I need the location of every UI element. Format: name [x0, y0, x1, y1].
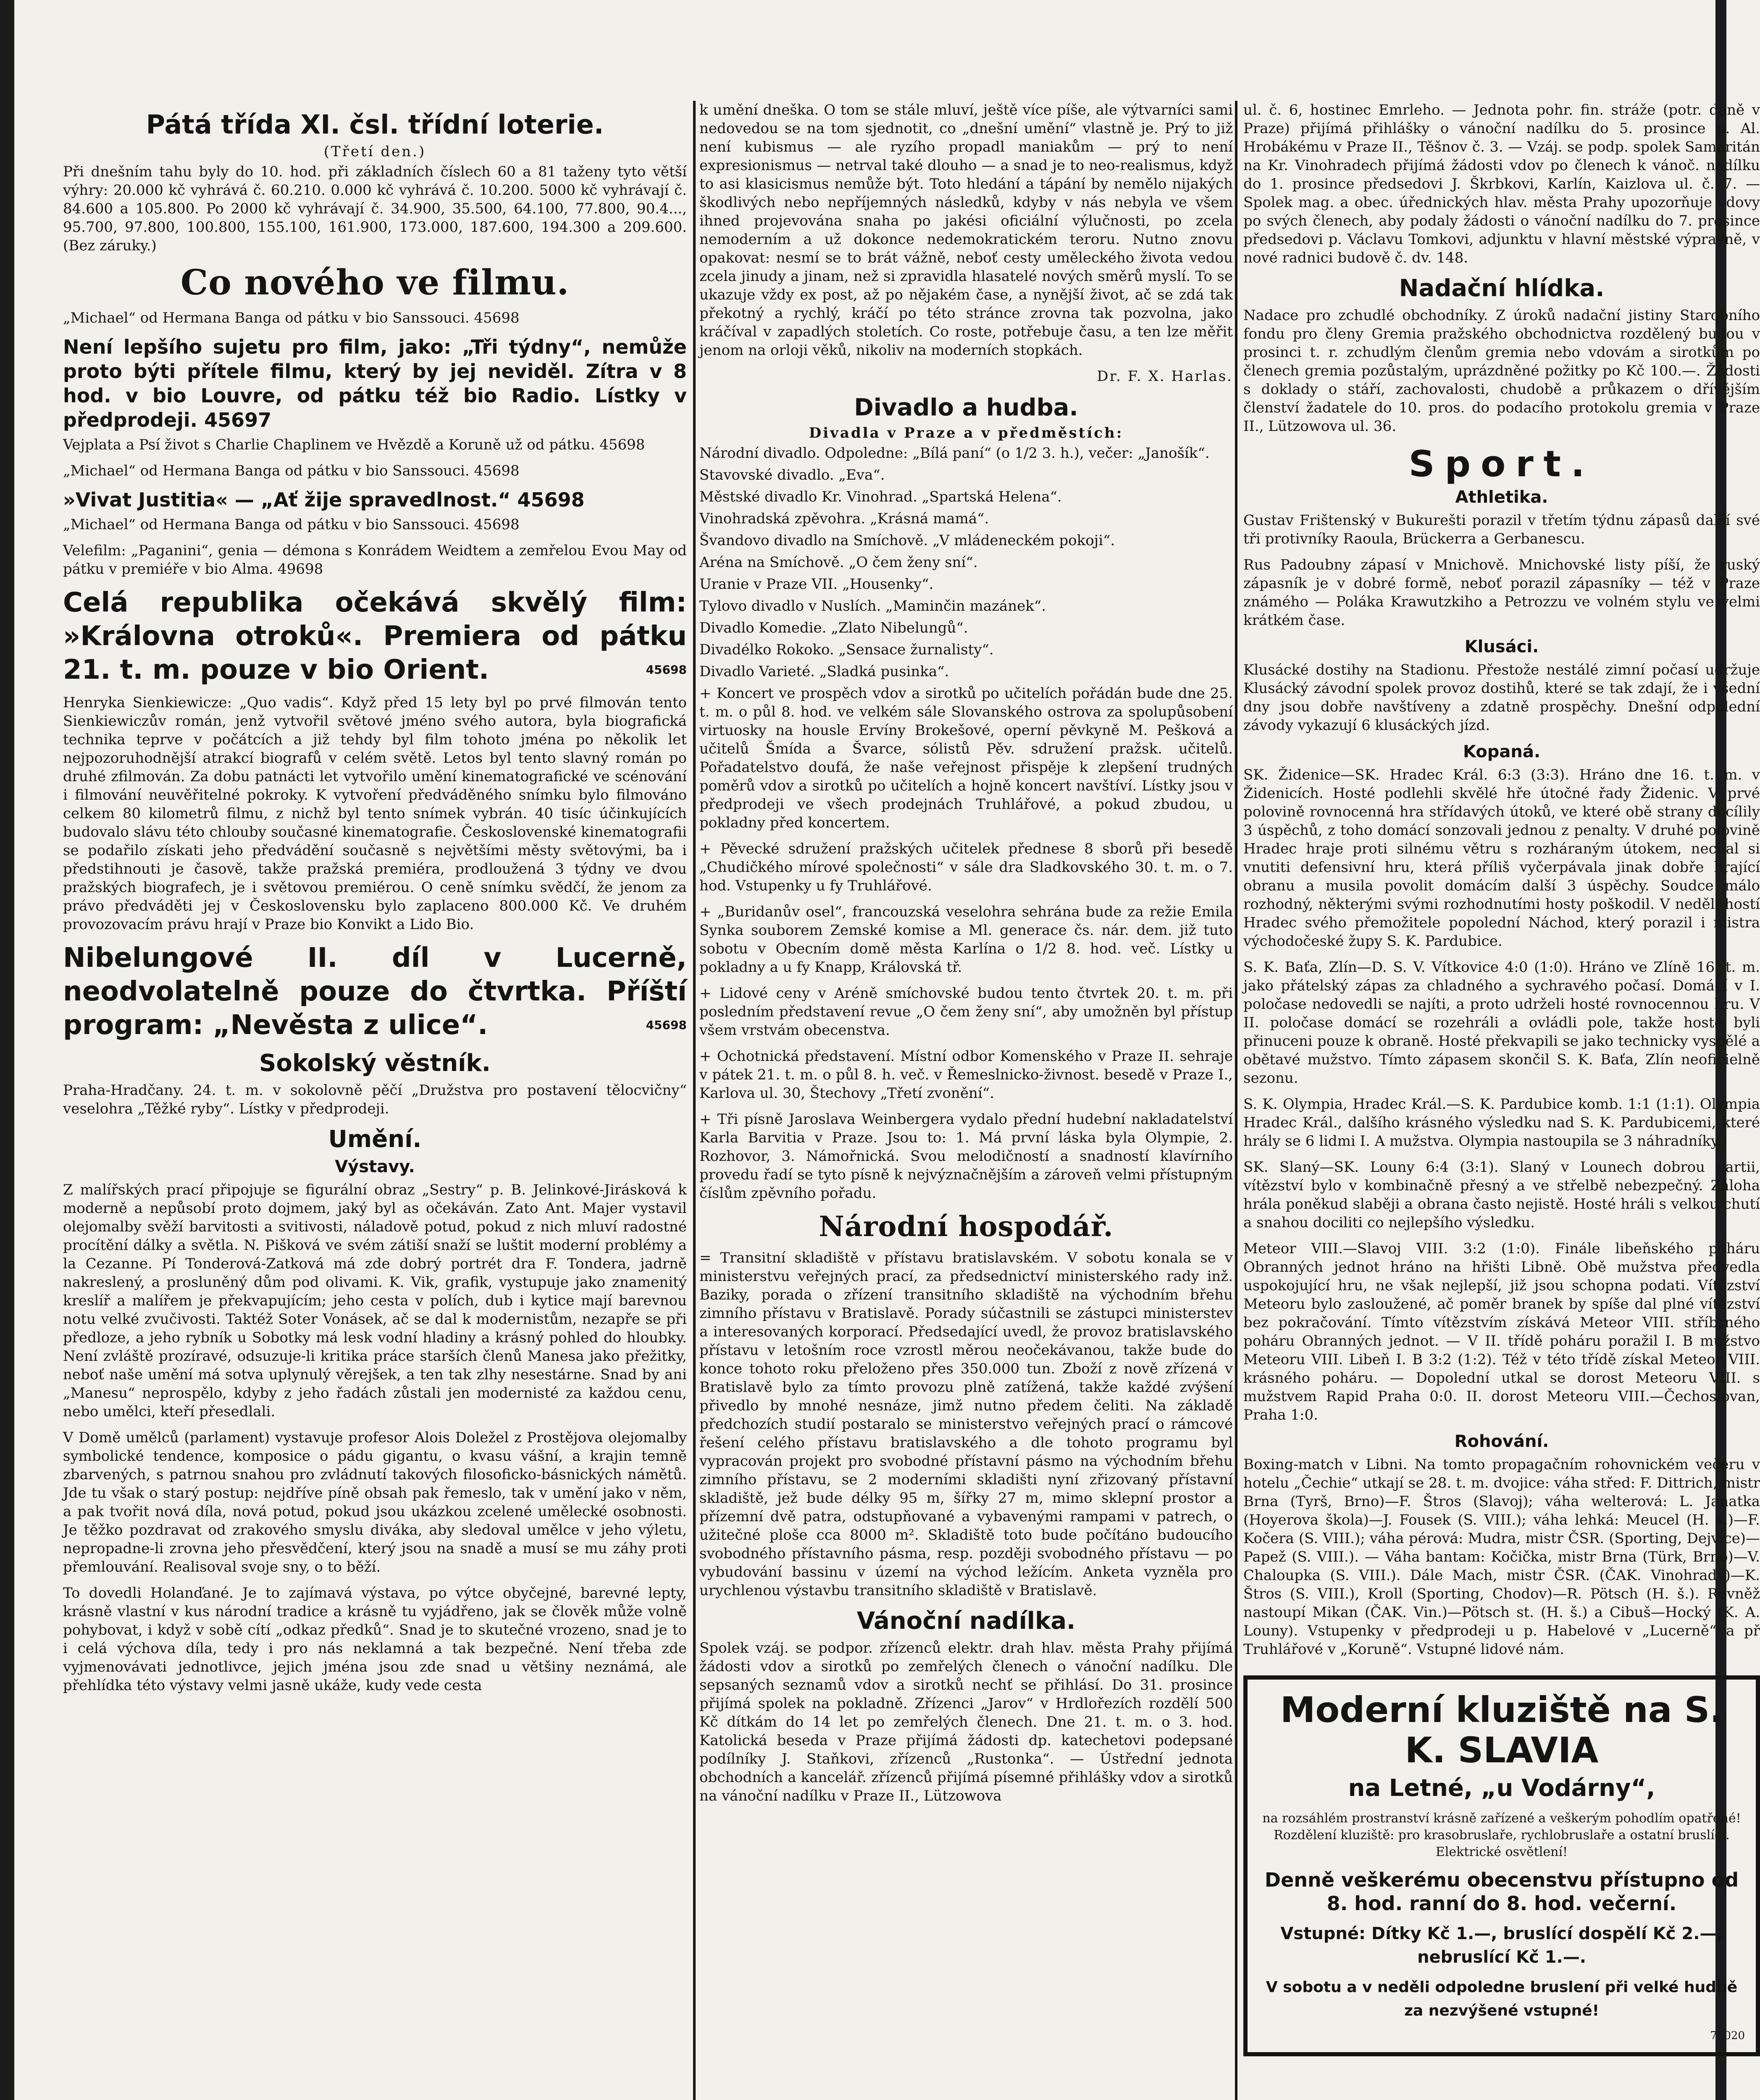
list-item: Švandovo divadlo na Smíchově. „V mládeneckém pokoji“.	[699, 532, 1115, 549]
vystavy-subheading: Výstavy.	[335, 1157, 415, 1176]
ad-description: na rozsáhlém prostranství krásně zařízené a veškerým pohodlím opatřené! Rozdělení kluziště: pro krasobruslaře, rychlobruslaře a ostatní bruslící. Elektrické osvětlení!	[1262, 1811, 1741, 1859]
vanocni-article: Spolek vzáj. se podpor. zřízenců elektr. drah hlav. města Prahy přijímá žádosti vdov a sirotků po zemřelých členech o vánoční nadílku. Dle sepsaných seznamů vdov a sirotků nechť se přihlásí. Do 31. prosince přijímá spolek na pokladně. Zřízenci „Jarov“ v Hrdlořezích rozdělí 500 Kč dítkám do 14 let po zemřelých členech. Dne 21. t. m. o 3. hod. Katolická beseda v Praze přijímá žádosti dp. katechetovi podepsané podílníky J. Staňkovi, zřízenců „Rustonka“. — Ústřední jednota obchodních a kancelář. zřízenců přijímá písemné přihlášky vdov a sirotků na vánoční nadílku v Praze II., Lützowova	[699, 1640, 1233, 1804]
ad-code: 45698	[646, 1018, 687, 1032]
column-1	[63, 101, 687, 2100]
atletika-paragraph-1: Gustav Frištenský v Bukurešti porazil v třetím týdnu zápasů další své tři protivníky Raoula, Brückerra a Gerbanescu.	[1243, 512, 1760, 547]
ad-prices: Vstupné: Dítky Kč 1.—, bruslící dospělí Kč 2.—, nebruslící Kč 1.—.	[1280, 1924, 1723, 1967]
list-item: Divadlo Komedie. „Zlato Nibelungů“.	[699, 620, 968, 636]
film-notice-7: Velefilm: „Paganini“, genia — démona s Konrádem Weidtem a zemřelou Evou May od pátku v premiéře v bio Alma. 49698	[63, 542, 687, 578]
list-item: Vinohradská zpěvohra. „Krásná mamá“.	[699, 510, 989, 527]
list-item: Stavovské divadlo. „Eva“.	[699, 467, 885, 483]
column-2	[699, 101, 1233, 2100]
sokol-text: Praha-Hradčany. 24. t. m. v sokolovně pěčí „Družstva pro postavení tělocvičny“ veselohra „Těžké ryby“. Lístky v předprodeji.	[63, 1082, 687, 1117]
umeni-paragraph-1: Z malířských prací připojuje se figurální obraz „Sestry“ p. B. Jelinkové-Jirásková k moderně a nepůsobí proto dojmem, jaký byl as očekáván. Zato Ant. Majer vystavil olejomalby svěží barvitosti a svitivosti, náladově potud, pokud z nich mluví radostné procítění dálky a světla. N. Pišková ve svém zátiší snaží se luštit moderní problémy a la Cezanne. Pí Tonderová-Zatková má zde dobrý portrét dra F. Tondera, jadrně nakreslený, a prosluněný dům pod olivami. K. Vik, grafik, vystupuje jako znamenitý kreslíř a malířem je překvapujícím; jeho cesta v polích, dub i kytice mají barevnou notu velké zvučivosti. Taktéž Soter Vonásek, ač se dal k modernistům, nezapře se při předloze, a jeho rybník u Sobotky má lesk vodní hladiny a krásný pohled do hloubky. Není zvláště prozíravé, odsuzuje-li kritika práce starších členů Manesa jako přežitky, neboť naše umění má sotva uplynulý věrejšek, a ten tak zlhy nesestárne. Snad by ani „Manesu“ neprospělo, kdyby z jeho řadách zůstali jen modernisté za každou cenu, nebo umělci, kteří přesedlali.	[63, 1181, 687, 1420]
kluziste-advertisement	[1243, 1675, 1760, 2056]
list-item: Národní divadlo. Odpoledne: „Bílá paní“ (o 1/2 3. h.), večer: „Janošík“.	[699, 445, 1210, 462]
film-ad-kralovna: Celá republika očekává skvělý film: »Královna otroků«. Premiera od pátku 21. t. m. pouze v bio Orient. 45698	[63, 586, 687, 687]
kopana-report-2: S. K. Baťa, Zlín—D. S. V. Vítkovice 4:0 (1:0). Hráno ve Zlíně 16. t. m. jako přátelský zápas za chladného a sychravého počasí. Domácí v I. poločase nedovedli se najíti, a proto udrželi hosté rovnocennou hru. V II. poločase domácí se rozehráli a ovládli pole, takže hosté byli přinuceni pouze k obraně. Hosté překvapili se jako technicky vyspělé a obětavé mužstvo. Tímto zápasem skončil S. K. Baťa, Zlín neoficielně sezonu.	[1243, 959, 1760, 1087]
hospodar-heading: Národní hospodář.	[819, 1210, 1114, 1243]
rohovani-heading: Rohování.	[1454, 1432, 1549, 1451]
umeni-continuation: k umění dneška. O tom se stále mluví, ještě více píše, ale výtvarníci sami nedovedou se na tom sjednotit, co „dnešní umění“ vlastně je. Prý to již není kubismus — ale ryzího propadl maniakům — prý to není expresionismus — netrval také dlouho — a snad je to neo-realismus, když to asi klasicismus nemůže být. Toto hledání a tápání by nemělo nijakých škodlivých nebo nepříjemných následků, kdyby v nás nebyla ve všem ihned projevována snaha po jakési oficiální výlučnosti, po zcela nemoderním a už dokonce nedemokratickém teroru. Nutno znovu opakovat: nesmí se to brát vážně, neboť cesty uměleckého života vedou zcela jinudy a jinam, než si zpravidla hlasatelé nových směrů myslí. To se ukazuje vždy ex post, až po nějakém čase, a nynější život, ač se zdá tak překotný a rychlý, kráčí po této stránce zrovna tak pozvolna, jako kráčíval v zapadlých stoletích. Co roste, potřebuje času, a ten lze měřit jenom na orloji věků, nikoliv na moderních stopkách.	[699, 102, 1233, 359]
kopana-report-4: SK. Slaný—SK. Louny 6:4 (3:1). Slaný v Lounech dobrou partii, vítězství bylo v kombinačně přesný a ve střelbě nebezpečný. Záloha hrála poněkud slaběji a obrana často nejistě. Hosté hráli s velkou chutí a snahou dociliti co nejlepšího výsledku.	[1243, 1159, 1760, 1231]
film-heading: Co nového ve filmu.	[180, 262, 570, 303]
loterie-subheading: (Třetí den.)	[323, 143, 426, 160]
kopana-report-5: Meteor VIII.—Slavoj VIII. 3:2 (1:0). Finále libeňského poháru Obranných jednot hráno na hřišti Libně. Obě mužstva předvedla uspokojující hru, ne však nejlepší, již jsou schopna podati. Vítězství Meteoru bylo zasloužené, ač poměr branek by spíše dal plné vítězství bez pokračování. Tímto vítězstvím získává Meteor VIII. stříbrného poháru Obranných jednot. — V II. třídě poháru poražil I. B mužstvo Meteoru VIII. Libeň I. B 3:2 (1:2). Též v této třídě získal Meteor VIII. krásného poháru. — Dopolední utkal se dorost Meteoru VIII. s mužstvem Rapid Praha 0:0. II. dorost Meteoru VIII.—Čechoslovan, Praha 1:0.	[1243, 1240, 1760, 1423]
ad-opening-hours: Denně veškerému obecenstvu přístupno od 8. hod. ranní do 8. hod. večerní.	[1264, 1869, 1739, 1915]
pevecke-notice: + Pěvecké sdružení pražských učitelek přednese 8 sborů při besedě „Chudičkého mírové společnosti“ v sále dra Sladkovského 30. t. m. o 7. hod. Vstupenky u fy Truhlářové.	[699, 840, 1233, 894]
umeni-paragraph-3: To dovedli Holanďané. Je to zajímavá výstava, po výtce obyčejné, barevné lepty, krásně vlastní v kus národní tradice a krásně tu vyjádřeno, jak se člověk může volně pohybovat, i když v sobě cítí „odkaz předků“. Snad je to skutečné vrozeno, snad je to i celá výchova díla, tedy i pro nás neklamná a tak bezpečné. Není třeba zde vyjmenovávati jednotlivce, jejich jména jsou zde snad u většiny neznámá, ale přehlídka této výstavy velmi jasně ukáže, kudy vede cesta	[63, 1585, 687, 1694]
ad-code: 76020	[1710, 2029, 1745, 2042]
ad-subtitle: na Letné, „u Vodárny“,	[1348, 1774, 1655, 1802]
ad-title: Moderní kluziště na S. K. SLAVIA	[1280, 1689, 1723, 1771]
list-item: Tylovo divadlo v Nuslích. „Maminčin mazánek“.	[699, 598, 1046, 614]
divadlo-subheading: Divadla v Praze a v předměstích:	[809, 425, 1124, 441]
column-3	[1243, 101, 1760, 2100]
hospodar-article: = Transitní skladiště v přístavu bratislavském. V sobotu konala se v ministerstvu veřejných prací, za předsednictví ministerského rady inž. Baziky, porada o zřízení transitního skladiště na východním břehu zimního přístavu v Bratislavě. Porady súčastnili se zástupci ministerstev a interesovaných korporací. Předsedající uvedl, že provoz bratislavského přístavu v letošním roce vzrostl měrou neočekávanou, takže bude do konce tohoto roku přeloženo přes 350.000 tun. Zboží z nově zřízená v Bratislavě bylo za tímto provozu plně zatížená, takže každé zvýšení přivedlo by mnohé nesnáze, jimž nutno předem čeliti. Na základě předchozích studií postaralo se ministerstvo veřejných prací o rámcové řešení celého přístavu bratislavského a dle tohoto programu byl vypracován projekt pro svobodné přístavní pásmo na východním břehu zimního přístavu, se 2 moderními skladišti nyní zřizovaný přístavní skladiště, jež bude délky 95 m, šířky 27 m, mimo sklepní prostor a přízemní dvě patra, odstupňované a vybavenými rampami v patrech, o užitečné ploše cca 8000 m². Skladiště toto bude počítáno budoucího svobodného přístavního pásma, resp. později svobodného přístavu — po vybudování bassinu v území na východ ležícím. Anketa vyzněla pro urychlenou výstavbu transitního skladiště v Bratislavě.	[699, 1250, 1233, 1599]
quo-vadis-article: Henryka Sienkiewicze: „Quo vadis“. Když před 15 lety byl po prvé filmován tento Sienkiewiczův román, jenž vytvořil světové jméno svého autora, byla biografická technika teprve v počátcích a již tehdy byl film tohoto jména po několik let nejpozoruhodnější atrakcí biografů v celém světě. Letos byl tento slavný román po druhé zfilmován. Za dobu patnácti let vytvořilo umění kinematografické ve scénování i filmování neuvěřitelné pokroky. K vytvoření předváděného snímku bylo filmováno celkem 80 kilometrů filmu, z nichž byl tento snímek vybrán. 40 tisíc účinkujících budovalo slávu této chlouby současné kinematografie. Československé kinematografii se podařilo získati jeho předvádění současně s největšími městy světovými, ba i předstihnouti je časově, takže pražská premiéra, prodloužená 3 týdny ve dvou pražských biografech, je i světovou premiérou. O ceně snímku svědčí, že jenom za právo předváděti jej v Československu bylo zaplaceno 800.000 Kč. Ve druhém provozovacím právu hrají v Praze bio Konvikt a Lido Bio.	[63, 694, 687, 933]
buridan-notice: + „Buridanův osel“, francouzská veselohra sehrána bude za režie Emila Synka souborem Zemské komise a Ml. generace čs. nár. dem. již tuto sobotu v Obecním domě města Karlína o 1/2 8. hod. več. Lístky u pokladny a u fy Knapp, Královská tř.	[699, 903, 1233, 976]
list-item: Aréna na Smíchově. „O čem ženy sní“.	[699, 554, 978, 571]
divadlo-heading: Divadlo a hudba.	[854, 394, 1078, 421]
tri-pisne-notice: + Tři písně Jaroslava Weinbergera vydalo přední hudební nakladatelství Karla Barvitia v Praze. Jsou to: 1. Má první láska byla Olympie, 2. Rozhovor, 3. Námořnická. Svou melodičností a snadností klavírního provedu řadí se tyto písně k nejvýznačnějším a zároveň velmi přístupným číslům zpěvního pořadu.	[699, 1111, 1233, 1202]
article-signature: Dr. F. X. Harlas.	[1097, 368, 1233, 385]
umeni-paragraph-2: V Domě umělců (parlament) vystavuje profesor Alois Doležel z Prostějova olejomalby symbolické tendence, komposice o pádu gigantu, o kvasu vášní, a krajin temně zbarvených, s patrnou snahou pro zvládnutí takových filosoficko-básnických námětů. Jde tu však o starý postup: nejdříve píně obsah pak řemeslo, tak v umění jako v něm, a pak tvořit nová díla, nová potud, pokud jsou ukázkou zcelené umělecké osobnosti. Je těžko pozdravat od zrakového smyslu diváka, aby sledoval umělce v jeho výletu, nepropadne-li zrovna jeho přesvědčení, který jsou na snadě a musí se mu záhy proti přemlouvání. Realisoval svoje sny, o to běží.	[63, 1429, 687, 1575]
film-notice-4: „Michael“ od Hermana Banga od pátku v bio Sanssouci. 45698	[63, 462, 520, 479]
column-rule	[1235, 101, 1237, 2100]
loterie-text: Při dnešním tahu byly do 10. hod. při základních číslech 60 a 81 taženy tyto větší výhry: 20.000 kč vyhrává č. 60.210. 0.000 kč vyhrává č. 10.200. 5000 kč vyhrávají č. 84.600 a 105.800. Po 2000 kč vyhrávají č. 34.900, 35.500, 64.100, 77.800, 90.4..., 95.700, 97.800, 100.800, 155.100, 161.900, 173.000, 187.600, 194.300 a 209.600. (Bez záruky.)	[63, 163, 687, 254]
kopana-report-3: S. K. Olympia, Hradec Král.—S. K. Pardubice komb. 1:1 (1:1). Olympia Hradec Král., dalšího krásného výsledku nad S. K. Pardubicemi, které hrály se 6 lidmi I. A mužstva. Olympia nastoupila se 3 náhradníky.	[1243, 1096, 1760, 1150]
rohovani-article: Boxing-match v Libni. Na tomto propagačním rohovnickém večeru v hotelu „Čechie“ utkají se 28. t. m. dvojice: váha střed: F. Dittrich, mistr Brna (Tyrš, Brno)—F. Štros (Slavoj); váha welterová: L. Janatka (Hoyerova škola)—J. Fousek (S. VIII.); váha lehká: Meucel (H. š.)—F. Kočera (S. VIII.); váha pérová: Mudra, mistr ČSR. (Sporting, Dejvice)—Papež (S. VIII.). — Váha bantam: Kočička, mistr Brna (Türk, Brno)—V. Chaloupka (S. VIII.). Dále Mach, mistr ČSR. (ČAK. Vinohrady)—K. Štros (S. VIII.), Kroll (Sporting, Chodov)—R. Pötsch (H. š.). Rovněž nastoupí Mikan (ČAK. Vin.)—Pötsch st. (H. š.) a Cibuš—Hocký (K. A. Louny). Vstupenky v předprodeji u p. Habelové v „Lucerně“ a př Truhlářové v „Koruně“. Vstupné lidové nám.	[1243, 1456, 1760, 1658]
theatre-program-list	[699, 444, 1233, 681]
kopana-report-1: SK. Židenice—SK. Hradec Král. 6:3 (3:3). Hráno dne 16. t. m. v Židenicích. Hosté podlehli skvělé hře útočné řady Židenic. V prvé polovině rovnocenná hra střídavých útoků, ve které obě strany docílily 3 úspěchů, z toho domácí sonzovali jednou z penalty. V druhé polovině Hradec hraje proti silnému větru s rozháraným útokem, nechal si vnutiti defensivní hru, která příliš vyčerpávala jinak dobře hrající obranu a musila povolit domácím další 3 úspěchy. Soudce málo rozhodný, některými svými rozhodnutími hosty poškodil. V neděli hostí Hradec svého přemožitele popolední Náchod, který porazil i mistra východočeské župy S. K. Pardubice.	[1243, 766, 1760, 950]
sokol-heading: Sokolský věstník.	[259, 1050, 491, 1077]
list-item: Městské divadlo Kr. Vinohrad. „Spartská Helena“.	[699, 488, 1062, 505]
list-item: Divadélko Rokoko. „Sensace žurnalisty“.	[699, 641, 994, 658]
ad-weekend-note: V sobotu a v neděli odpoledne bruslení při velké hudbě za nezvýšené vstupné!	[1266, 1979, 1738, 2019]
ad-code: 45698	[646, 663, 687, 677]
film-notice-1: „Michael“ od Hermana Banga od pátku v bio Sanssouci. 45698	[63, 310, 520, 326]
lidove-ceny-notice: + Lidové ceny v Aréně smíchovské budou tento čtvrtek 20. t. m. při posledním představení revue „O čem ženy sní“, aby umožněn byl přístup všem vrstvám obecenstva.	[699, 985, 1233, 1039]
film-notice-3: Vejplata a Psí život s Charlie Chaplinem ve Hvězdě a Koruně už od pátku. 45698	[63, 436, 645, 453]
hlidka-heading: Nadační hlídka.	[1399, 275, 1605, 302]
atletika-paragraph-2: Rus Padoubny zápasí v Mnichově. Mnichovské listy píší, že ruský zápasník je v dobré formě, neboť porazil zápasníky — též v Praze známého — Poláka Krawutzkiho a Petrozzu ve volném stylu ve velmi krátkém čase.	[1243, 556, 1760, 629]
ochotnicka-notice: + Ochotnická představení. Místní odbor Komenského v Praze II. sehraje v pátek 21. t. m. o půl 8. h. več. v Řemeslnicko-živnost. besedě v Praze I., Karlova ul. 30, Štechovy „Třetí zvonění“.	[699, 1048, 1233, 1102]
loterie-heading: Pátá třída XI. čsl. třídní loterie.	[146, 109, 604, 140]
umeni-heading: Umění.	[328, 1126, 422, 1153]
scan-edge-left	[0, 0, 14, 2100]
column-rule	[693, 101, 696, 2100]
vanocni-continuation: ul. č. 6, hostinec Emrleho. — Jednota pohr. fin. stráže (potr. daně v Praze) přijímá přihlášky o vánoční nadílku do 5. prosince p. Al. Hrobákému v Praze II., Těšnov č. 3. — Vzáj. se podp. spolek Samaritán na Kr. Vinohradech přijímá žádosti vdov po členech k vánoč. nadílku do 1. prosince předsedovi J. Škrbkovi, Karlín, Kaizlova ul. č. 7. — Spolek mag. a obec. úřednických hlav. města Prahy upozorňuje vdovy po svých členech, aby podaly žádosti o vánoční nadílku do 7. prosince předsedovi p. Václavu Tomkovi, adjunktu v hlavní městské výpravně, v nové radnici budově č. dv. 148.	[1243, 102, 1760, 266]
film-notice-6: „Michael“ od Hermana Banga od pátku v bio Sanssouci. 45698	[63, 516, 520, 533]
koncert-notice: + Koncert ve prospěch vdov a sirotků po učitelích pořádán bude dne 25. t. m. o půl 8. hod. ve velkém sále Slovanského ostrova za spolupůsobení virtuosky na housle Ervíny Brokešové, operní pěvkyně M. Pešková a učitelů Šmída a Švarce, sólistů Pěv. sdružení pražsk. učitelů. Pořadatelstvo doufá, že naše veřejnost přispěje k zlepšení trudných poměrů vdov a sirotků po učitelích a hojně koncert navštíví. Lístky jsou v předprodeji ve všech prodejnách Truhlářové, a pokud zbudou, u pokladny před koncertem.	[699, 685, 1233, 831]
list-item: Divadlo Varieté. „Sladká pusinka“.	[699, 663, 949, 680]
newspaper-page	[63, 101, 1760, 2100]
klusaci-heading: Klusáci.	[1464, 637, 1539, 656]
list-item: Uranie v Praze VII. „Housenky“.	[699, 576, 934, 593]
film-notice-2: Není lepšího sujetu pro film, jako: „Tři týdny“, nemůže proto býti přítele filmu, který by jej neviděl. Zítra v 8 hod. v bio Louvre, od pátku též bio Radio. Lístky v předprodeji. 45697	[63, 336, 687, 431]
film-ad-nibelungove: Nibelungové II. díl v Lucerně, neodvolatelně pouze do čtvrtka. Příští program: „Nevěsta z ulice“. 45698	[63, 941, 687, 1042]
sport-heading: Sport.	[1408, 443, 1595, 485]
atletika-heading: Athletika.	[1455, 488, 1548, 507]
kopana-heading: Kopaná.	[1463, 742, 1541, 761]
film-notice-5: »Vivat Justitia« — „Ať žije spravedlnost.“ 45698	[63, 488, 585, 511]
klusaci-article: Klusácké dostihy na Stadionu. Přestože nestálé zimní počasí udržuje Klusácký závodní spolek provoz dostihů, které se tak zdají, že i všední dny jsou dobře navštíveny a zdatně prospěchy. Dnešní odpolední závody vykazují 6 klusáckých jízd.	[1243, 662, 1760, 734]
vanocni-heading: Vánoční nadílka.	[856, 1607, 1076, 1635]
hlidka-article: Nadace pro zchudlé obchodníky. Z úroků nadační jistiny Starobního fondu pro členy Gremia pražského obchodnictva rozdělený budou v prosinci t. r. zchudlým členům gremia nebo vdovám a sirotkům po členech gremia pozůstalým, uprázdněné požitky po Kč 100.—. Žádosti s doklady o stáří, zachovalosti, chudobě a průkazem o dřívějším členství žadatele do 10. pros. do podacího protokolu gremia v Praze II., Lützowova ul. 36.	[1243, 307, 1760, 435]
